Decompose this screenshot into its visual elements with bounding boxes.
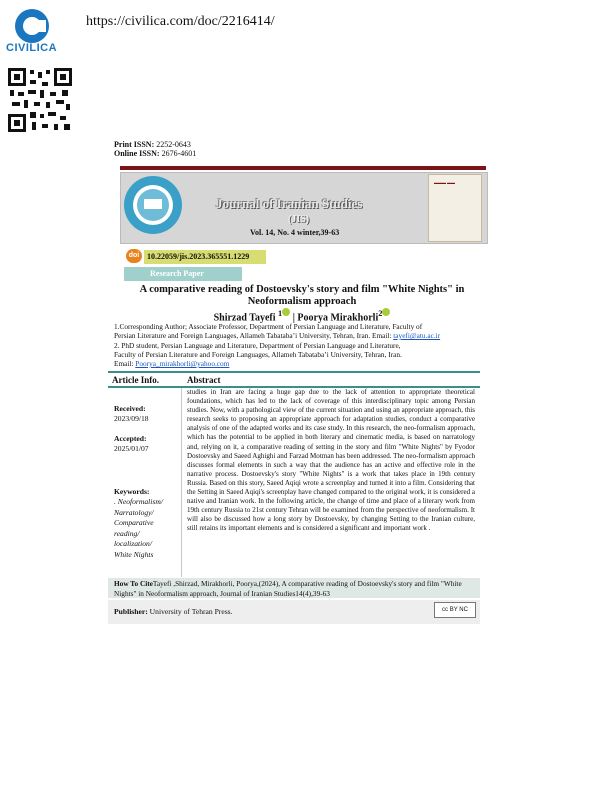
- cc-license-badge[interactable]: cc BY NC: [434, 602, 476, 618]
- doi-link[interactable]: 10.22059/jis.2023.365551.1229: [147, 252, 250, 261]
- accepted-date: 2025/01/07: [114, 444, 149, 453]
- article-info-heading: Article Info.: [112, 375, 159, 385]
- print-issn: Print ISSN: 2252-0643: [114, 140, 191, 149]
- affiliation-line-4: Faculty of Persian Literature and Foreign Languages, Allameh Tabataba’i University, Tehran, Iran.: [114, 350, 402, 359]
- received-date: 2023/09/18: [114, 414, 149, 423]
- online-issn: Online ISSN: 2676-4601: [114, 149, 197, 158]
- abstract-heading: Abstract: [187, 375, 221, 385]
- abstract-text: studies in Iran are facing a huge gap due to the lack of attention to appropriate theoretical foundations, which has led to the lack of coverage of this interdisciplinary topic among Persian studies. Now, with a pathological view of the current situation and using an appropriate approach, this research seeks to proposing an appropriate approach for adaptation studies, conduct a comparative analysis of one of the adapted works and its case study. In this research, the neo-formalism approach, which has the potential to be applied in both literary and cinematic media, is based on narratology and, relying on it, a comparative reading of setting in the story and film "White Nights" by Fyodor Dostoevsky and Saeed Aghighi and Farzad Motman has been addressed. The neo-formalism approach discusses formal elements in such a way that the audience has an active and effective role in the narrative process. Dostoevsky's story "White Nights" is a work that takes place in 19th century Russia. Based on this story, Saeed Aqiqi wrote a screenplay and turned it into a film. Considering that the Setting in Saeed Aqiqi's screenplay have changed compared to the original work, it is considered a native and Iranian work. In the following article, the change of time and place of a literary work from 19th century Russia to 21st century Tehran will be examined from the perspective of neoformalism. It will also be discussed how a long story by Dostoevsky, by changing Setting to the Iranian culture, still retains its important elements and is considered a significant and important work .: [187, 388, 475, 533]
- volume-info: Vol. 14, No. 4 winter,39-63: [250, 228, 340, 237]
- author-2: | Poorya Mirakhorli: [292, 312, 379, 324]
- keyword: reading/: [114, 528, 140, 538]
- article-type-label: Research Paper: [150, 269, 204, 278]
- journal-abbr: (JIS): [288, 214, 310, 225]
- keyword: White Nights: [114, 549, 154, 559]
- doi-icon[interactable]: doi: [126, 249, 142, 263]
- keyword: Narratology/: [114, 507, 154, 517]
- received-label: Received:: [114, 404, 146, 413]
- keyword: . Neoformalism/: [114, 497, 163, 506]
- email-link-2[interactable]: Poorya_mirakhorli@yahoo.com: [135, 359, 230, 368]
- affiliation-email-2: Email: Poorya_mirakhorli@yahoo.com: [114, 359, 230, 368]
- how-to-cite: [114, 579, 476, 598]
- keyword: Comparative: [114, 518, 154, 527]
- keyword: localization/: [114, 539, 152, 548]
- university-seal-icon: [122, 174, 184, 236]
- email-link-1[interactable]: tayefi@atu.ac.ir: [393, 331, 441, 340]
- section-divider-top: [108, 371, 480, 373]
- banner-top-rule: [120, 166, 486, 170]
- affiliation-line-3: 2. PhD student, Persian Language and Literature, Department of Persian Language and Literature,: [114, 341, 401, 350]
- author-1: Shirzad Tayefi: [213, 312, 276, 324]
- how-to-cite-label: How To Cite: [114, 579, 153, 588]
- publisher-line: Publisher: University of Tehran Press.: [114, 607, 233, 616]
- civilica-logo-text[interactable]: CIVILICA: [6, 42, 58, 54]
- affiliation-line-2: Persian Literature and Foreign Languages, Allameh Tabataba’i University, Tehran, Iran. Email: tayefi@atu.ac.ir: [114, 331, 441, 340]
- author-line: Shirzad Tayefi $^1$ | Poorya Mirakhorli$^2$: [124, 308, 480, 323]
- article-title: A comparative reading of Dostoevsky's story and film "White Nights" in Neoformalism approach: [139, 284, 465, 307]
- journal-title: Journal of Iranian Studies: [216, 196, 363, 211]
- keywords-list: [114, 497, 186, 560]
- document-url[interactable]: https://civilica.com/doc/2216414/: [86, 14, 275, 29]
- citation-text: Tayefi ,Shirzad, Mirakhorli, Poorya,(2024), A comparative reading of Dostoevsky's story and film "White Nights" in Neoformalism approach, Journal of Iranian Studies14(4),39-63: [114, 579, 462, 598]
- orcid-icon[interactable]: [282, 308, 290, 316]
- qr-code-icon: [8, 68, 72, 132]
- cover-title-line: ▬▬▬ ▬▬: [434, 180, 455, 185]
- keywords-label: Keywords:: [114, 487, 150, 496]
- accepted-label: Accepted:: [114, 434, 147, 443]
- affiliation-line-1: 1.Corresponding Author; Associate Professor, Department of Persian Language and Literature, Faculty of: [114, 322, 423, 331]
- orcid-icon[interactable]: [382, 308, 390, 316]
